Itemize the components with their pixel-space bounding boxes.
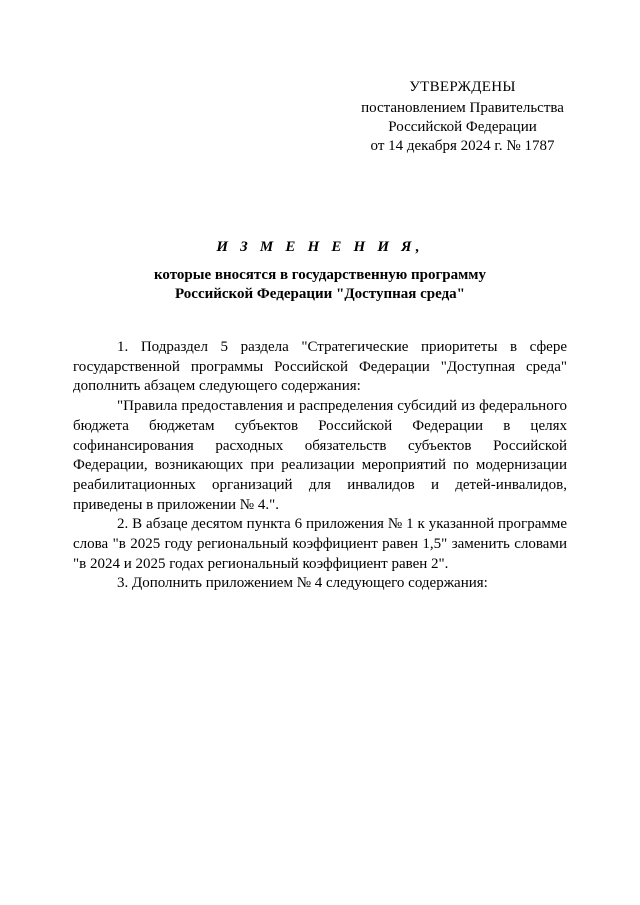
document-subtitle-line-2: Российской Федерации "Доступная среда" bbox=[175, 286, 465, 302]
approval-stamp bbox=[340, 78, 585, 156]
document-heading bbox=[73, 238, 567, 304]
paragraph-2: "Правила предоставления и распределения субсидий из федерального бюджета бюджетам субъектов Российской Федерации в целях софинансирования расходных обязательств субъектов Российской Федерации, возникающих при реализации мероприятий по модернизации реабилитационных организаций для инвалидов и детей-инвалидов, приведены в приложении № 4.". bbox=[73, 398, 567, 513]
approved-label: УТВЕРЖДЕНЫ bbox=[409, 79, 516, 95]
document-subtitle-line-1: которые вносятся в государственную программу bbox=[153, 267, 487, 283]
paragraph-3: 2. В абзаце десятом пункта 6 приложения № 1 к указанной программе слова "в 2025 году региональный коэффициент равен 1,5" заменить словами "в 2024 и 2025 годах региональный коэффициент равен 2". bbox=[73, 516, 567, 572]
document-title: И З М Е Н Е Н И Я, bbox=[216, 239, 424, 255]
approval-line-3: от 14 декабря 2024 г. № 1787 bbox=[370, 138, 555, 154]
approval-line-1: постановлением Правительства bbox=[361, 100, 564, 116]
paragraph-1: 1. Подраздел 5 раздела "Стратегические приоритеты в сфере государственной программы Российской Федерации "Доступная среда" дополнить абзацем следующего содержания: bbox=[73, 339, 567, 395]
paragraph-4: 3. Дополнить приложением № 4 следующего содержания: bbox=[117, 575, 488, 592]
document-body bbox=[73, 338, 567, 594]
approval-line-2: Российской Федерации bbox=[388, 119, 537, 135]
